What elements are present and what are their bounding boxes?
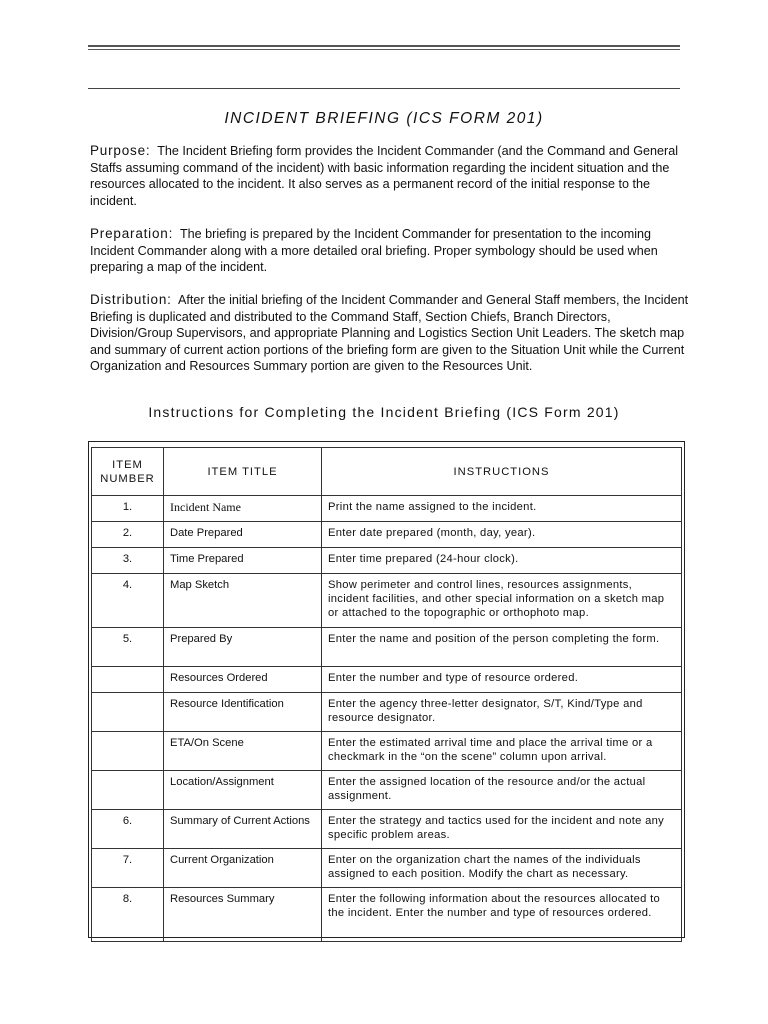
table-row: [92, 522, 682, 548]
row-instructions: Enter the assigned location of the resource and/or the actual assignment.: [322, 771, 682, 810]
row-title: Map Sketch: [164, 574, 322, 628]
header-rule-lower: [88, 88, 680, 89]
row-title: Incident Name: [164, 496, 322, 522]
table-row: [92, 574, 682, 628]
row-number: 7.: [92, 849, 164, 888]
header-item-title: ITEM TITLE: [164, 448, 322, 496]
instructions-title: Instructions for Completing the Incident Briefing (ICS Form 201): [148, 404, 620, 420]
row-number: 8.: [92, 888, 164, 942]
row-title: ETA/On Scene: [164, 732, 322, 771]
row-number: 4.: [92, 574, 164, 628]
row-instructions: Print the name assigned to the incident.: [322, 496, 682, 522]
distribution-paragraph: [90, 292, 690, 375]
instructions-table: [91, 447, 682, 942]
row-title: Location/Assignment: [164, 771, 322, 810]
header-rule-thin: [88, 49, 680, 50]
row-number: 5.: [92, 628, 164, 667]
row-title: Prepared By: [164, 628, 322, 667]
table-row: [92, 888, 682, 942]
table-row: [92, 548, 682, 574]
row-number: 6.: [92, 810, 164, 849]
row-number: 2.: [92, 522, 164, 548]
row-title: Current Organization: [164, 849, 322, 888]
row-title: Resources Summary: [164, 888, 322, 942]
header-item-number: ITEM NUMBER: [92, 448, 164, 496]
table-header-row: [92, 448, 682, 496]
row-instructions: Show perimeter and control lines, resources assignments, incident facilities, and other special information on a sketch map or attached to the topographic or orthophoto map.: [322, 574, 682, 628]
preparation-label: Preparation:: [90, 226, 174, 241]
table-row: [92, 667, 682, 693]
row-title: Resources Ordered: [164, 667, 322, 693]
table-row: [92, 496, 682, 522]
row-title: Time Prepared: [164, 548, 322, 574]
header-rule-thick: [88, 45, 680, 47]
purpose-text: The Incident Briefing form provides the Incident Commander (and the Command and General Staffs assuming command of the incident) with basic information regarding the incident situation and the resources allocated to the incident. It also serves as a permanent record of the initial response to the incident.: [90, 144, 679, 208]
row-number: [92, 771, 164, 810]
table-row: [92, 771, 682, 810]
row-title: Date Prepared: [164, 522, 322, 548]
page-title: INCIDENT BRIEFING (ICS FORM 201): [224, 110, 544, 127]
row-number: [92, 693, 164, 732]
row-instructions: Enter date prepared (month, day, year).: [322, 522, 682, 548]
row-number: [92, 732, 164, 771]
row-title: Summary of Current Actions: [164, 810, 322, 849]
table-row: [92, 849, 682, 888]
table-row: [92, 693, 682, 732]
table-row: [92, 628, 682, 667]
row-number: [92, 667, 164, 693]
distribution-label: Distribution:: [90, 292, 172, 307]
row-instructions: Enter the estimated arrival time and place the arrival time or a checkmark in the “on the scene” column upon arrival.: [322, 732, 682, 771]
row-instructions: Enter time prepared (24-hour clock).: [322, 548, 682, 574]
distribution-text: After the initial briefing of the Incident Commander and General Staff members, the Incident Briefing is duplicated and distributed to the Command Staff, Section Chiefs, Branch Directors, Division/Group Supervisors, and appropriate Planning and Logistics Section Unit Leaders. The sketch map and summary of current action portions of the briefing form are given to the Situation Unit while the Current Organization and Resources Summary portion are given to the Resources Unit.: [90, 293, 689, 373]
row-number: 3.: [92, 548, 164, 574]
row-instructions: Enter the agency three-letter designator, S/T, Kind/Type and resource designator.: [322, 693, 682, 732]
row-title: Resource Identification: [164, 693, 322, 732]
table-row: [92, 732, 682, 771]
row-instructions: Enter the name and position of the person completing the form.: [322, 628, 682, 667]
row-instructions: Enter the following information about the resources allocated to the incident. Enter the number and type of resources ordered.: [322, 888, 682, 942]
preparation-text: The briefing is prepared by the Incident Commander for presentation to the incoming Incident Commander along with a more detailed oral briefing. Proper symbology should be used when preparing a map of the incident.: [90, 227, 658, 274]
preparation-paragraph: [90, 226, 690, 276]
purpose-label: Purpose:: [90, 143, 151, 158]
row-number: 1.: [92, 496, 164, 522]
table-row: [92, 810, 682, 849]
header-instructions: INSTRUCTIONS: [322, 448, 682, 496]
row-instructions: Enter on the organization chart the names of the individuals assigned to each position. Modify the chart as necessary.: [322, 849, 682, 888]
row-instructions: Enter the strategy and tactics used for the incident and note any specific problem areas.: [322, 810, 682, 849]
purpose-paragraph: [90, 143, 690, 209]
row-instructions: Enter the number and type of resource ordered.: [322, 667, 682, 693]
